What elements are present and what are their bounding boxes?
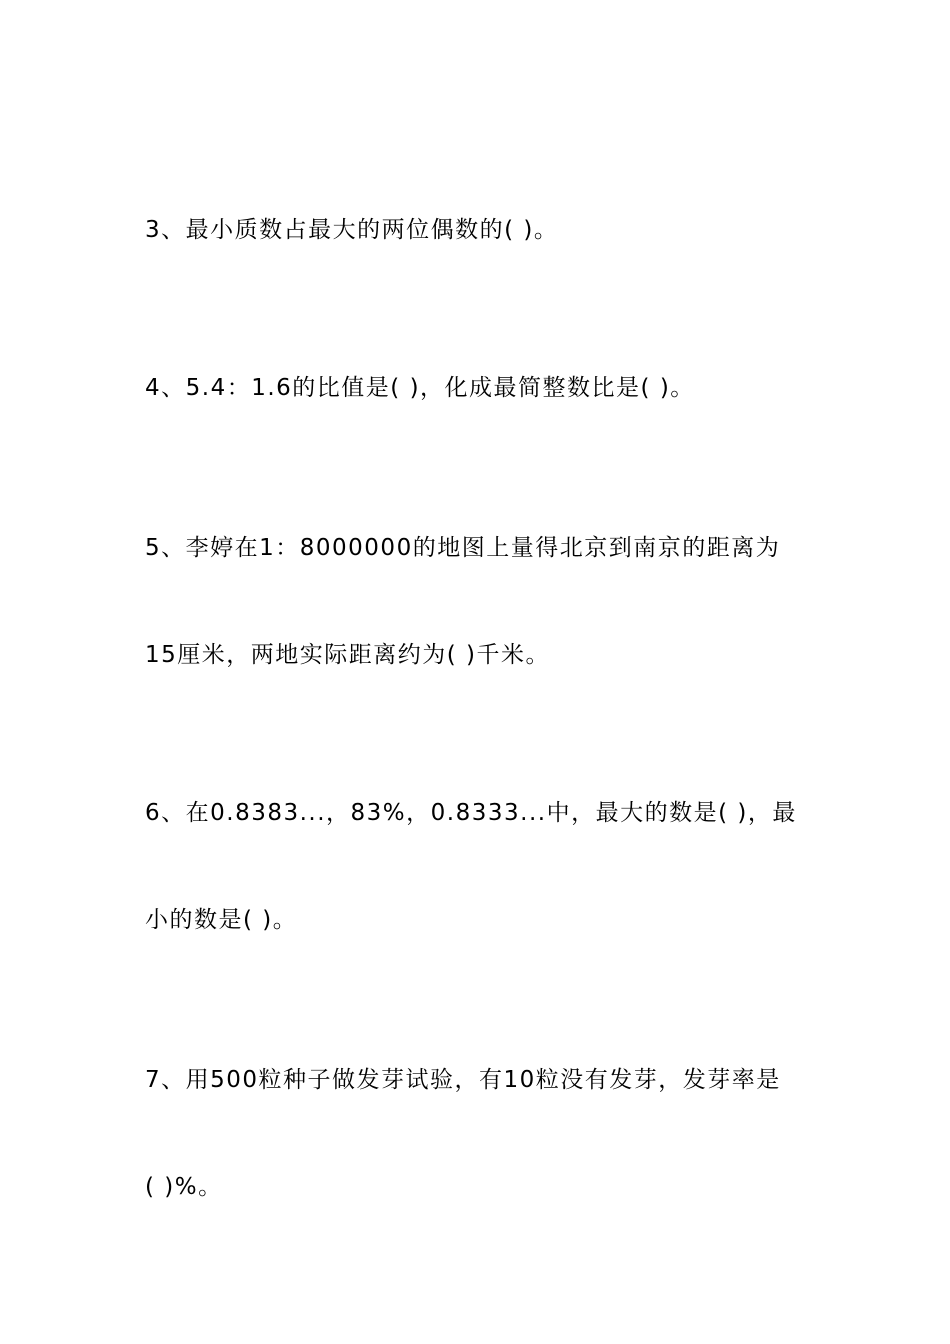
question-7-line-1: 7、用500粒种子做发芽试验，有10粒没有发芽，发芽率是: [145, 1067, 781, 1093]
question-7-line-2: ( )%。: [145, 1174, 223, 1200]
question-6-line-1: 6、在0.8383...，83%，0.8333...中，最大的数是( )，最: [145, 800, 797, 826]
question-5-line-1: 5、李婷在1：8000000的地图上量得北京到南京的距离为: [145, 535, 781, 561]
question-5-line-2: 15厘米，两地实际距离约为( )千米。: [145, 642, 551, 668]
question-3-line-1: 3、最小质数占最大的两位偶数的( )。: [145, 217, 559, 243]
question-4-line-1: 4、5.4：1.6的比值是( )，化成最简整数比是( )。: [145, 375, 695, 401]
question-6-line-2: 小的数是( )。: [145, 907, 298, 933]
